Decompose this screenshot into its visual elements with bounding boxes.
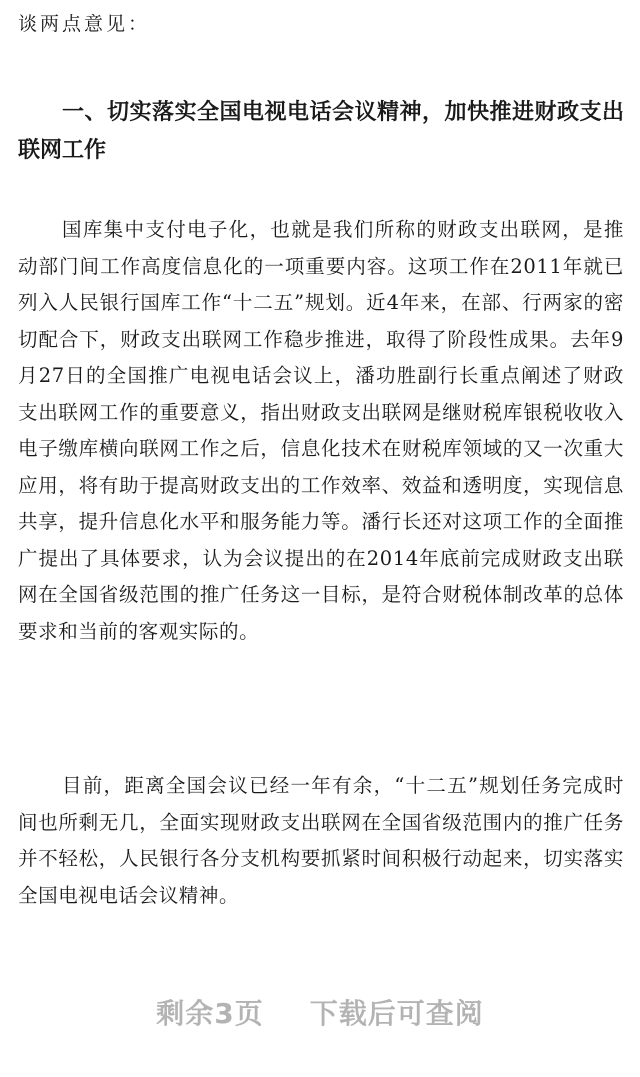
body-paragraph-1: 国库集中支付电子化，也就是我们所称的财政支出联网，是推动部门间工作高度信息化的一项重要内容。这项工作在2011年就已列入人民银行国库工作“十二五”规划。近4年来，在部、行两家的密切配合下，财政支出联网工作稳步推进，取得了阶段性成果。去年9月27日的全国推广电视电话会议上，潘功胜副行长重点阐述了财政支出联网工作的重要意义，指出财政支出联网是继财税库银税收收入电子缴库横向联网工作之后，信息化技术在财税库领域的又一次重大应用，将有助于提高财政支出的工作效率、效益和透明度，实现信息共享，提升信息化水平和服务能力等。潘行长还对这项工作的全面推广提出了具体要求，认为会议提出的在2014年底前完成财政支出联网在全国省级范围的推广任务这一目标，是符合财税体制改革的总体要求和当前的客观实际的。	[18, 218, 624, 643]
body-paragraph-2: 目前，距离全国会议已经一年有余，“十二五”规划任务完成时间也所剩无几，全面实现财政支出联网在全国省级范围内的推广任务并不轻松，人民银行各分支机构要抓紧时间积极行动起来，切实落实全国电视电话会议精神。	[18, 774, 624, 907]
download-to-view-label[interactable]: 下载后可查阅	[309, 997, 484, 1030]
remaining-pages-label: 剩余3页	[156, 997, 264, 1030]
intro-line: 谈两点意见：	[18, 13, 151, 35]
download-prompt-banner[interactable]	[0, 992, 640, 1032]
section-heading: 一、切实落实全国电视电话会议精神，加快推进财政支出联网工作	[18, 100, 624, 163]
